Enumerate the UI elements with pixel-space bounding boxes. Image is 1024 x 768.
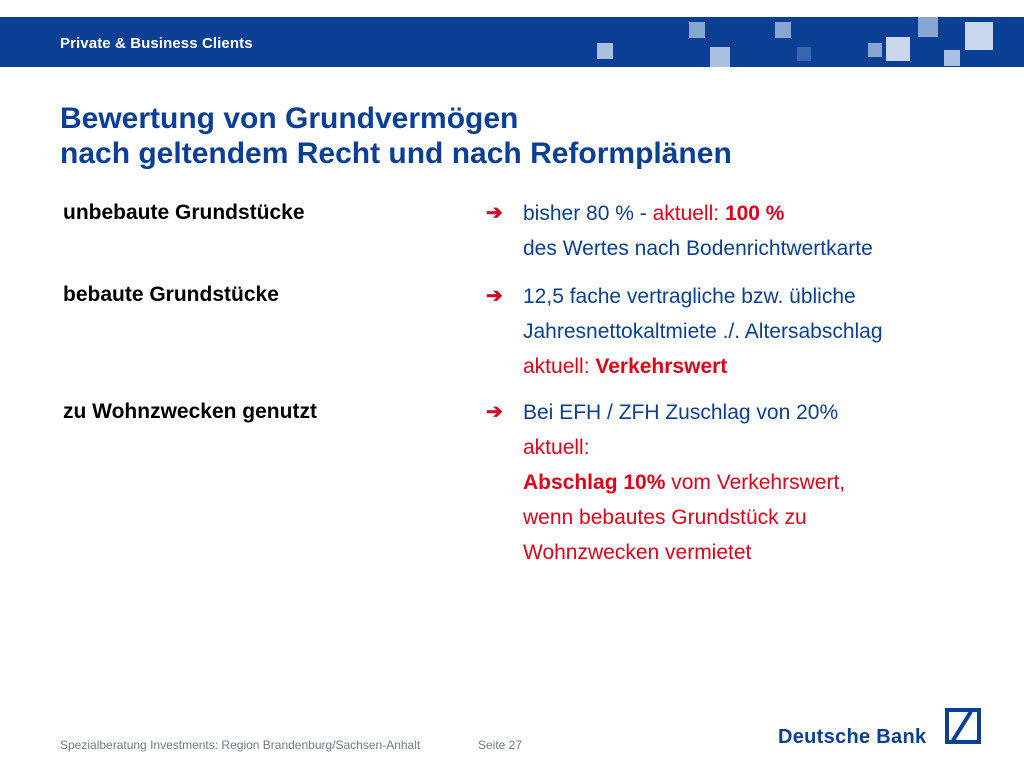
desc-current-label: aktuell: [523, 355, 596, 378]
decor-square [965, 22, 993, 50]
desc-line: Bei EFH / ZFH Zuschlag von 20% [523, 401, 839, 424]
desc-line: Jahresnettokaltmiete ./. Altersabschlag [523, 320, 883, 343]
title-line-1: Bewertung von Grundvermögen [60, 102, 519, 135]
arrow-right-icon: ➔ [486, 285, 503, 307]
row-label-wohnzwecke: zu Wohnzwecken genutzt [63, 400, 317, 423]
desc-current-value: Verkehrswert [595, 355, 728, 378]
header-band [0, 17, 1024, 67]
page-number: Seite 27 [478, 738, 523, 752]
desc-text: vom Verkehrswert, [665, 471, 846, 494]
decor-square [944, 50, 960, 66]
decor-square [710, 47, 730, 67]
deutsche-bank-logo-icon [945, 708, 981, 744]
desc-line [523, 349, 883, 384]
slide-title [60, 101, 732, 171]
decor-square [918, 17, 938, 37]
decor-square [886, 37, 910, 61]
decor-square [868, 43, 882, 57]
decor-square [597, 43, 613, 59]
footer-text: Spezialberatung Investments: Region Brandenburg/Sachsen-Anhalt [60, 738, 421, 752]
row-label-unbebaut: unbebaute Grundstücke [63, 201, 305, 224]
desc-line: 12,5 fache vertragliche bzw. übliche [523, 285, 856, 308]
desc-line: Wohnzwecken vermietet [523, 541, 752, 564]
decor-square [775, 22, 791, 38]
row-label-bebaut: bebaute Grundstücke [63, 283, 279, 306]
desc-line: des Wertes nach Bodenrichtwertkarte [523, 237, 873, 260]
desc-current-value: Abschlag 10% [523, 471, 666, 494]
desc-line: aktuell: [523, 436, 590, 459]
row-desc-wohnzwecke [523, 395, 845, 570]
title-line-2: nach geltendem Recht und nach Reformplänen [60, 137, 732, 170]
desc-current-value: 100 % [724, 202, 785, 225]
decor-square [689, 22, 705, 38]
desc-text: bisher 80 % - [523, 202, 653, 225]
desc-current-label: aktuell: [652, 202, 725, 225]
brand-name: Deutsche Bank [778, 726, 927, 748]
desc-line: wenn bebautes Grundstück zu [523, 506, 807, 529]
desc-line [523, 465, 845, 500]
row-desc-bebaut [523, 279, 883, 384]
logo-slash [951, 711, 972, 742]
row-desc-unbebaut [523, 196, 873, 266]
arrow-right-icon: ➔ [486, 202, 503, 224]
decor-square [797, 47, 811, 61]
arrow-right-icon: ➔ [486, 401, 503, 423]
desc-line [523, 196, 873, 231]
band-label: Private & Business Clients [60, 35, 253, 52]
